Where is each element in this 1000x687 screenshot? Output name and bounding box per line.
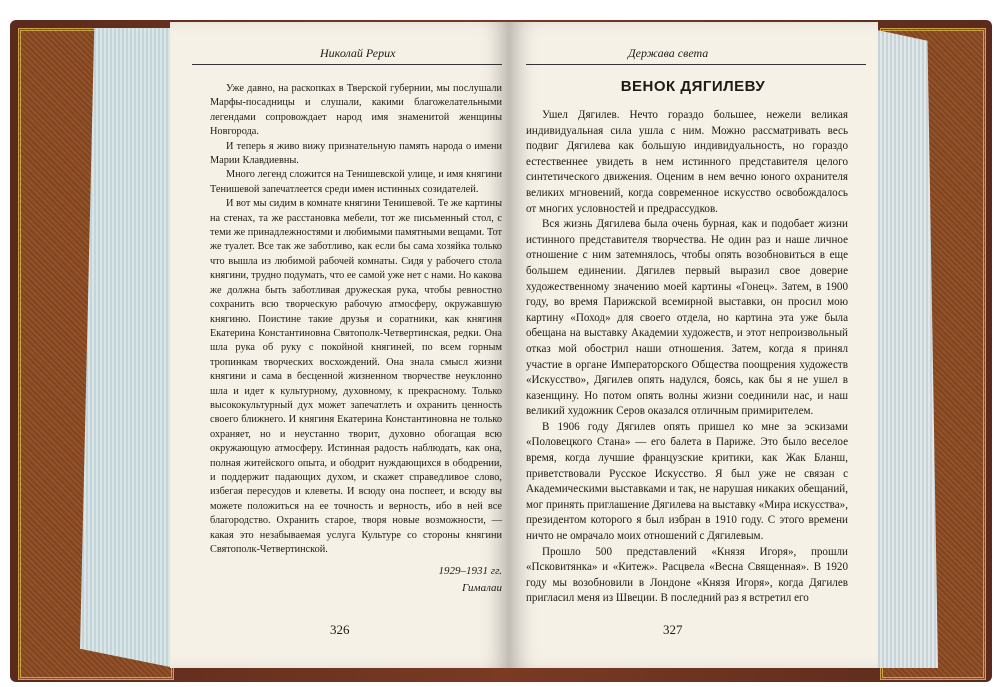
page-number-right: 327 bbox=[663, 622, 683, 637]
left-page bbox=[170, 22, 510, 668]
paragraph: Много легенд сложится на Тенишевской улице, и имя княгини Тенишевой запечатлеется среди имен истинных созидателей. bbox=[210, 169, 502, 195]
page-number-left: 326 bbox=[330, 622, 350, 637]
paragraph: Ушел Дягилев. Нечто гораздо большее, нежели великая индивидуальная сила ушла с ним. Можно рассматривать весь подвиг Дягилева как большую индивидуальность, но гораздо естественнее увидеть в нем истинного представителя целого синтетического движения. Оценим в нем вечно юного охранителя великих мгновений, когда современное искусство освобождалось от многих условностей и предрассудков. bbox=[526, 109, 848, 215]
paragraph: Уже давно, на раскопках в Тверской губернии, мы послушали Марфы-посадницы и слушали, какими благожелательными легендами сопровождает народ имя знаменитой женщины Новгорода. bbox=[210, 83, 502, 138]
page-edges-right-painted bbox=[868, 28, 938, 668]
header-rule-right bbox=[526, 64, 866, 65]
header-rule-left bbox=[192, 64, 502, 65]
dateline-year: 1929–1931 гг. bbox=[438, 565, 502, 577]
paragraph: И вот мы сидим в комнате княгини Тенишевой. Те же картины на стенах, та же расстановка мебели, тот же письменный стол, с теми же принадлежностями и любимыми памятными вещами. Тот же туалет. Все так же заботливо, как если бы сама хозяйка только что вышла из любимой рабочей комнаты. Сидя у рабочего стола княгини, трудно подумать, что ее самой уже нет с нами. Но какова же должна быть заботливая дружеская рука, чтобы ревностно сохранить всю творческую рабочую атмосферу, окружавшую княгиню. Поистине такие друзья и соратники, как княгиня Екатерина Константиновна Святополк-Четвертинская, редки. Она шла рука об руку с покойной княгиней, по всем горным тропинкам творческих восхождений. Она знала смысл жизни княгини и сама в бесценной жизненном творчестве неуклонно шла и идет к культурному, духовному, к прекрасному. Только высококультурный дух может запечатлеть и охранить ценность своего ближнего. И княгиня Екатерина Константиновна не только охраняет, но и неустанно творит, духовно обогащая всю окружающую атмосферу. Истинная радость наблюдать, как она, полная житейского опыта, и ободрит нуждающихся в ободрении, и поддержит падающих духом, и скажет справедливое слово, избегая пересудов и клеветы. И всюду она поспеет, и всюду вы можете положиться на ее точность и верность, ибо в ней все благородство. Охранить старое, творя новые возможности, — какая это незабываемая услуга Культуре со стороны княгини Святополк-Четвертинской. bbox=[210, 198, 502, 555]
article-heading: ВЕНОК ДЯГИЛЕВУ bbox=[620, 78, 766, 95]
page-edges-left-painted bbox=[80, 28, 175, 668]
paragraph: Прошло 500 представлений «Князя Игоря», прошли «Псковитянка» и «Китеж». Расцвела «Весна Священная». В 1920 году мы возобновили в Лондоне «Князя Игоря», когда Дягилев пригласил меня из Швеции. В последний раз я встретил его bbox=[526, 545, 848, 605]
running-head-right: Держава света bbox=[628, 46, 709, 60]
paragraph: В 1906 году Дягилев опять пришел ко мне за эскизами «Половецкого Стана» — его балета в Париже. Это было веселое время, когда лучшие французские критики, как Жак Бланш, приветствовали Русское Искусство. Я был уже не связан с Академическими выставками и так, не нарушая никаких обещаний, мог принять приглашение Дягилева на выставку «Мира искусства», президентом которого я был избран в 1910 году. С этого времени ничто не омрачало моих отношений с Дягилевым. bbox=[526, 420, 848, 543]
paragraph: Вся жизнь Дягилева была очень бурная, как и подобает жизни истинного представителя творчества. Не один раз и наше личное отношение с ним затемнялось, чтобы опять возобновиться в еще большем единении. Дягилев первый выразил свое доверие художественному значению моей картины «Гонец». Затем, в 1900 году, во время Парижской всемирной выставки, он просил мою картину «Поход» для своего отдела, но картина эта уже была обещана на выставку Академии художеств, и этот непроизвольный отказ мой обострил наши отношения. Затем, когда я принял участие в органе Императорского Общества поощрения художеств «Искусство», Дягилев опять надулся, боясь, как бы я не ушел в казенщину. Но потом опять волны жизни соединили нас, и наш великий художник Серов оказался отличным примирителем. bbox=[526, 218, 848, 418]
right-page bbox=[508, 22, 878, 668]
left-page-text bbox=[210, 82, 502, 557]
running-head-left: Николай Рерих bbox=[320, 46, 396, 60]
paragraph: И теперь я живо вижу признательную память народа о имени Марии Клавдиевны. bbox=[210, 140, 502, 167]
right-page-text bbox=[526, 108, 848, 607]
dateline-place: Гималаи bbox=[462, 582, 502, 594]
